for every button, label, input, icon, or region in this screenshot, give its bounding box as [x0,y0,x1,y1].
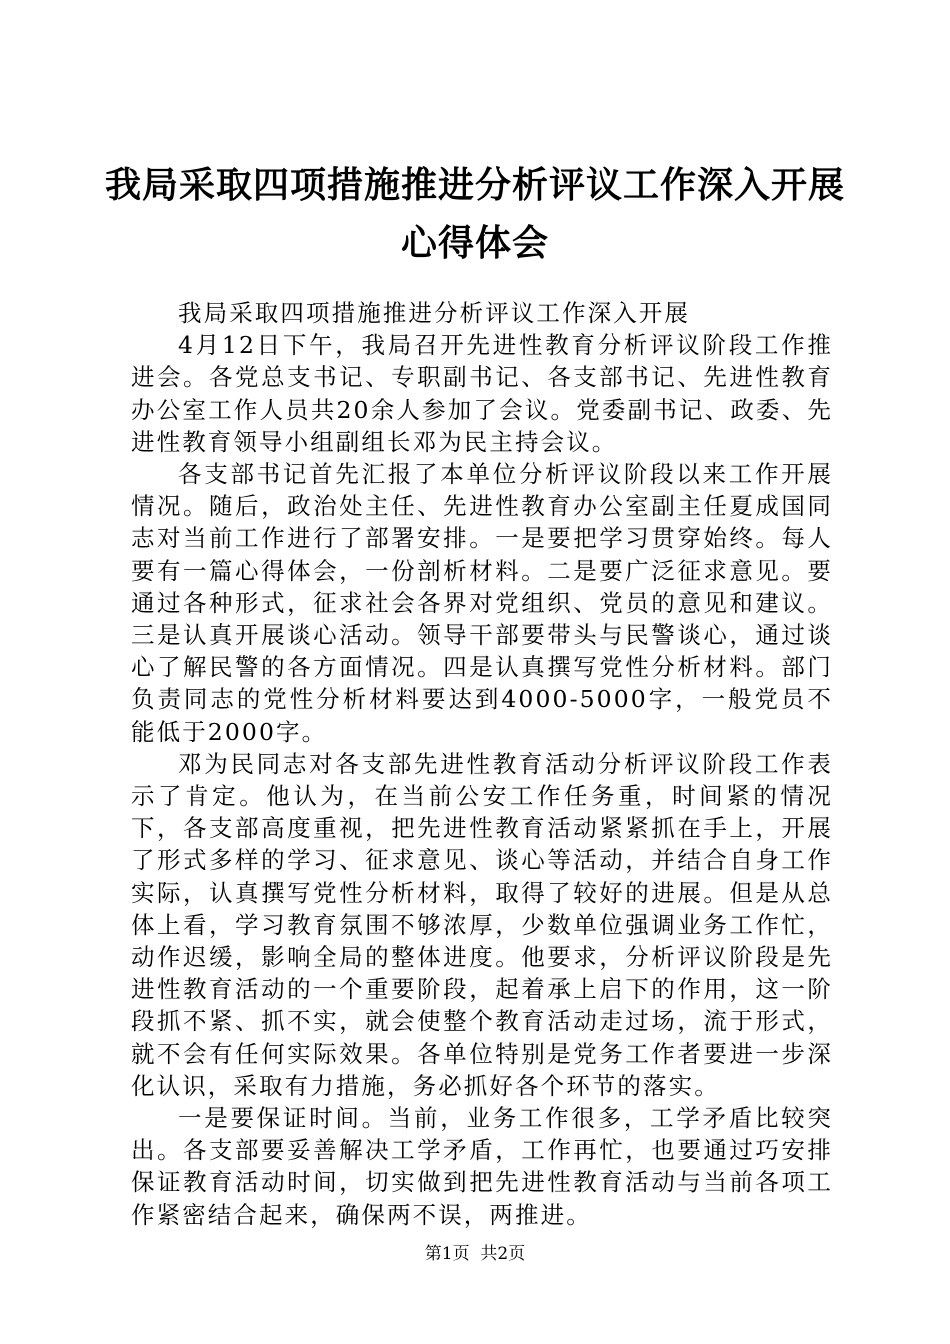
document-title-line2: 心得体会 [400,222,549,264]
page-footer [0,1243,950,1265]
paragraph-subtitle: 我局采取四项措施推进分析评议工作深入开展 [178,299,690,327]
paragraph-meeting-intro: 4月12日下午，我局召开先进性教育分析评议阶段工作推进会。各党总支书记、专职副书记、各支部书记、先进性教育办公室工作人员共20余人参加了会议。党委副书记、政委、先进性教育领导小组副组长邓为民主持会议。 [131,331,833,456]
page-number: 第1页 [424,1244,470,1264]
document-title-line1: 我局采取四项措施推进分析评议工作深入开展 [104,164,845,206]
paragraph-time-guarantee: 一是要保证时间。当前，业务工作很多，工学矛盾比较突出。各支部要妥善解决工学矛盾，工作再忙，也要通过巧安排保证教育活动时间，切实做到把先进性教育活动与当前各项工作紧密结合起来，确保两不误，两推进。 [131,1104,833,1229]
page-total: 共2页 [480,1244,526,1264]
paragraph-deng-remarks: 邓为民同志对各支部先进性教育活动分析评议阶段工作表示了肯定。他认为，在当前公安工作任务重，时间紧的情况下，各支部高度重视，把先进性教育活动紧紧抓在手上，开展了形式多样的学习、征求意见、谈心等活动，并结合自身工作实际，认真撰写党性分析材料，取得了较好的进展。但是从总体上看，学习教育氛围不够浓厚，少数单位强调业务工作忙，动作迟缓，影响全局的整体进度。他要求，分析评议阶段是先进性教育活动的一个重要阶段，起着承上启下的作用，这一阶段抓不紧、抓不实，就会使整个教育活动走过场，流于形式，就不会有任何实际效果。各单位特别是党务工作者要进一步深化认识，采取有力措施，务必抓好各个环节的落实。 [131,749,833,1100]
paragraph-branch-reports: 各支部书记首先汇报了本单位分析评议阶段以来工作开展情况。随后，政治处主任、先进性教育办公室副主任夏成国同志对当前工作进行了部署安排。一是要把学习贯穿始终。每人要有一篇心得体会，一份剖析材料。二是要广泛征求意见。要通过各种形式，征求社会各界对党组织、党员的意见和建议。三是认真开展谈心活动。领导干部要带头与民警谈心，通过谈心了解民警的各方面情况。四是认真撰写党性分析材料。部门负责同志的党性分析材料要达到4000-5000字，一般党员不能低于2000字。 [131,460,833,746]
document-body [131,297,833,1231]
